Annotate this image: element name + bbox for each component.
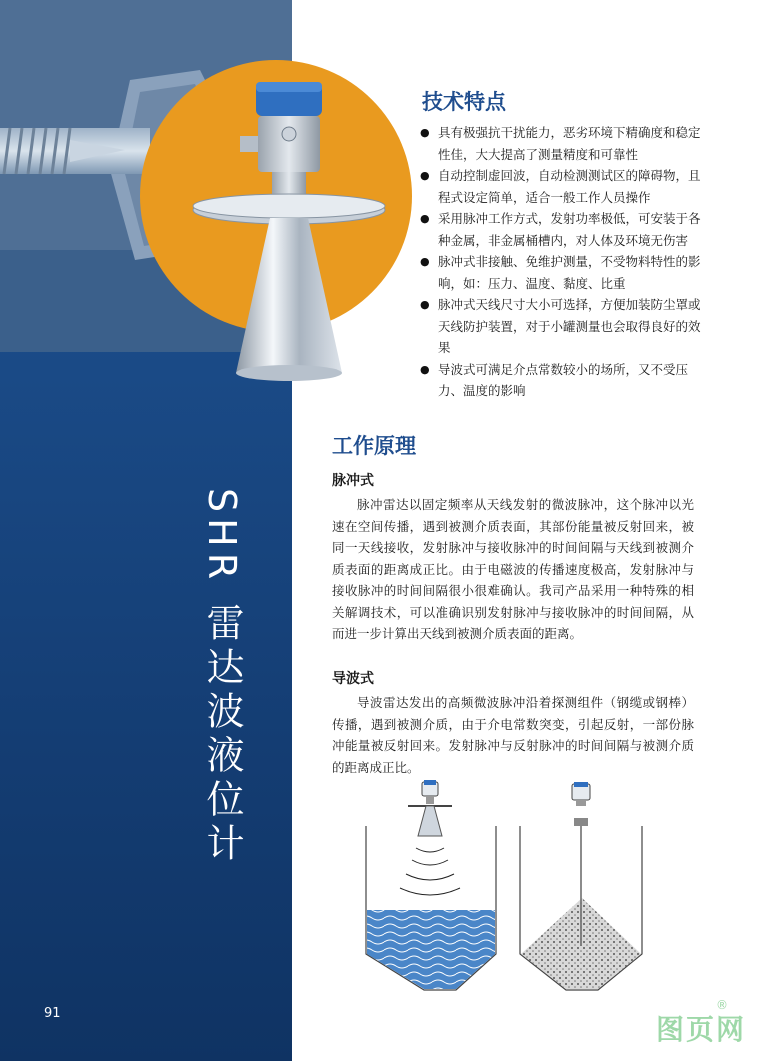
principle-title: 工作原理 <box>332 434 416 458</box>
guided-wave-title: 导波式 <box>332 671 374 687</box>
guided-wave-tank-diagram <box>520 782 642 990</box>
watermark-text: 图页网 <box>656 1013 747 1046</box>
features-title: 技术特点 <box>422 90 506 114</box>
feature-item: ● 自动控制虚回波，自动检测测试区的障碍物，且程式设定简单，适合一般工作人员操作 <box>420 165 702 208</box>
feature-item: ● 具有极强抗干扰能力，恶劣环境下精确度和稳定性佳，大大提高了测量精度和可靠性 <box>420 122 702 165</box>
page-number: 91 <box>44 1006 61 1021</box>
pulse-type-description: 脉冲雷达以固定频率从天线发射的微波脉冲，这个脉冲以光速在空间传播，遇到被测介质表面，其部份能量被反射回来，被同一天线接收，发射脉冲与接收脉冲的时间间隔与天线到被测介质表面的距离成正比。由于电磁波的传播速度极高，发射脉冲与接收脉冲的时间间隔很小很难确认。我司产品采用一种特殊的相关解调技术，可以准确识别发射脉冲与接收脉冲的时间间隔，从而进一步计算出天线到被测介质表面的距离。 <box>332 497 694 641</box>
radar-level-sensor-image <box>180 78 400 388</box>
guided-wave-description: 导波雷达发出的高频微波脉冲沿着探测组件（钢缆或钢棒）传播，遇到被测介质，由于介电常数突变，引起反射，一部份脉冲能量被反射回来。发射脉冲与反射脉冲的时间间隔与被测介质的距离成正比。 <box>332 695 694 775</box>
feature-item: ● 导波式可满足介点常数较小的场所，又不受压力、温度的影响 <box>420 359 702 402</box>
feature-item: ● 脉冲式非接触、免维护测量，不受物料特性的影响，如：压力、温度、黏度、比重 <box>420 251 702 294</box>
feature-item: ● 采用脉冲工作方式，发射功率极低，可安装于各种金属，非金属桶槽内，对人体及环境无伤害 <box>420 208 702 251</box>
pulse-type-title: 脉冲式 <box>332 473 374 489</box>
product-title-vertical: SHR 雷达波液位计 <box>200 488 244 868</box>
registered-mark: ® <box>716 998 728 1012</box>
measurement-diagrams <box>360 778 700 998</box>
features-list <box>420 122 702 402</box>
pulse-radar-tank-diagram <box>366 780 496 990</box>
feature-item: ● 脉冲式天线尺寸大小可选择，方便加装防尘罩或天线防护装置，对于小罐测量也会取得良好的效果 <box>420 294 702 359</box>
